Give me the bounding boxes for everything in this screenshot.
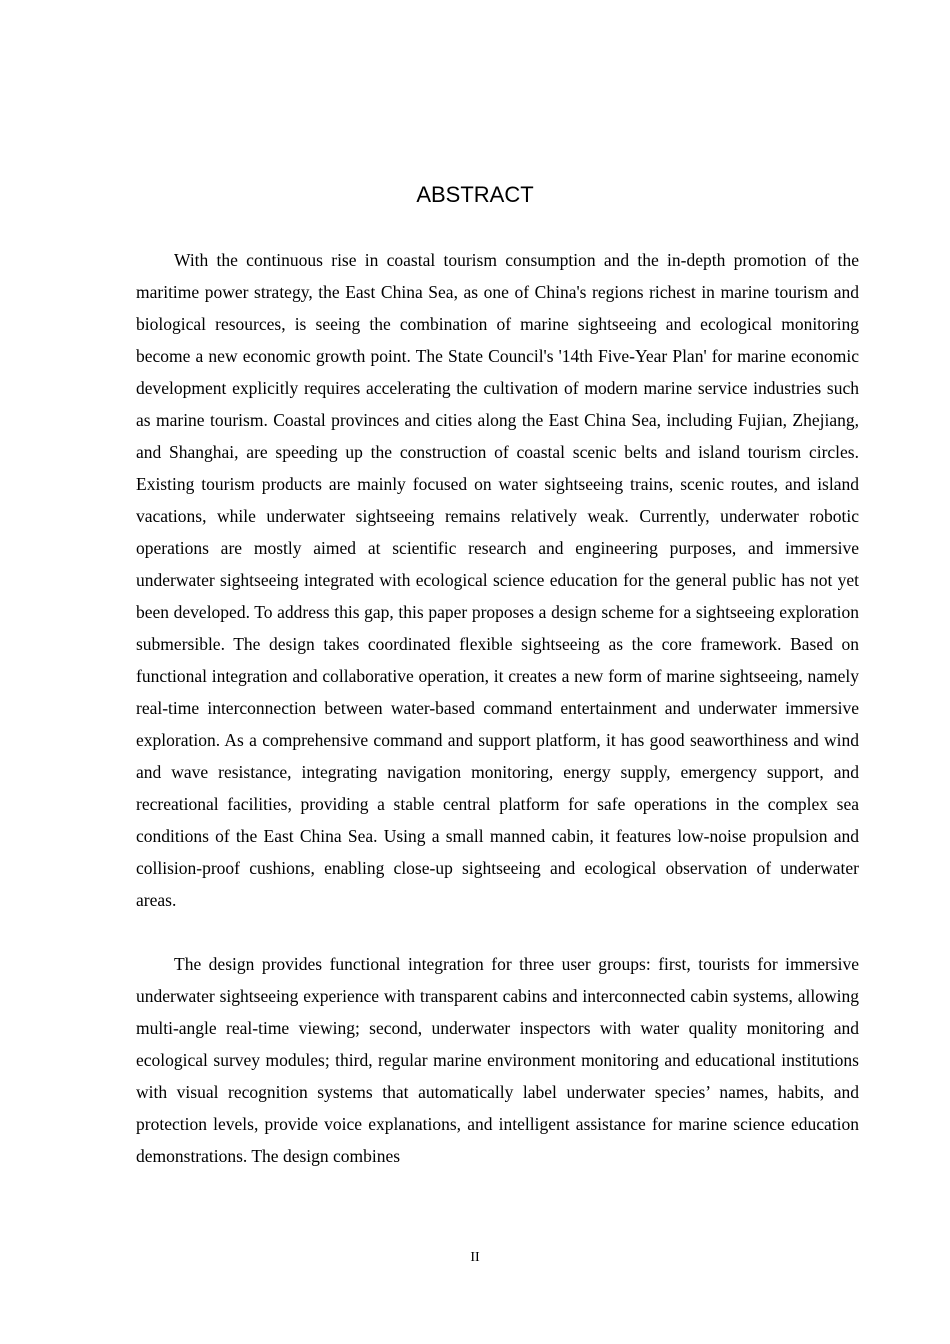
abstract-body [136, 244, 859, 1172]
page-number: II [470, 1250, 480, 1265]
abstract-paragraph-1: With the continuous rise in coastal tourism consumption and the in-depth promotion of the maritime power strategy, the East China Sea, as one of China's regions richest in marine tourism and biological resources, is seeing the combination of marine sightseeing and ecological monitoring become a new economic growth point. The State Council's '14th Five-Year Plan' for marine economic development explicitly requires accelerating the cultivation of modern marine service industries such as marine tourism. Coastal provinces and cities along the East China Sea, including Fujian, Zhejiang, and Shanghai, are speeding up the construction of coastal scenic belts and island tourism circles. Existing tourism products are mainly focused on water sightseeing trains, scenic routes, and island vacations, while underwater sightseeing remains relatively weak. Currently, underwater robotic operations are mostly aimed at scientific research and engineering purposes, and immersive underwater sightseeing integrated with ecological science education for the general public has not yet been developed. To address this gap, this paper proposes a design scheme for a sightseeing exploration submersible. The design takes coordinated flexible sightseeing as the core framework. Based on functional integration and collaborative operation, it creates a new form of marine sightseeing, namely real-time interconnection between water-based command entertainment and underwater immersive exploration. As a comprehensive command and support platform, it has good seaworthiness and wind and wave resistance, integrating navigation monitoring, energy supply, emergency support, and recreational facilities, providing a stable central platform for safe operations in the complex sea conditions of the East China Sea. Using a small manned cabin, it features low-noise propulsion and collision-proof cushions, enabling close-up sightseeing and ecological observation of underwater areas. [136, 250, 859, 910]
abstract-title: ABSTRACT [416, 182, 534, 207]
abstract-paragraph-2: The design provides functional integration for three user groups: first, tourists for immersive underwater sightseeing experience with transparent cabins and interconnected cabin systems, allowing multi-angle real-time viewing; second, underwater inspectors with water quality monitoring and ecological survey modules; third, regular marine environment monitoring and educational institutions with visual recognition systems that automatically label underwater species’ names, habits, and protection levels, provide voice explanations, and intelligent assistance for marine science education demonstrations. The design combines [136, 954, 859, 1166]
